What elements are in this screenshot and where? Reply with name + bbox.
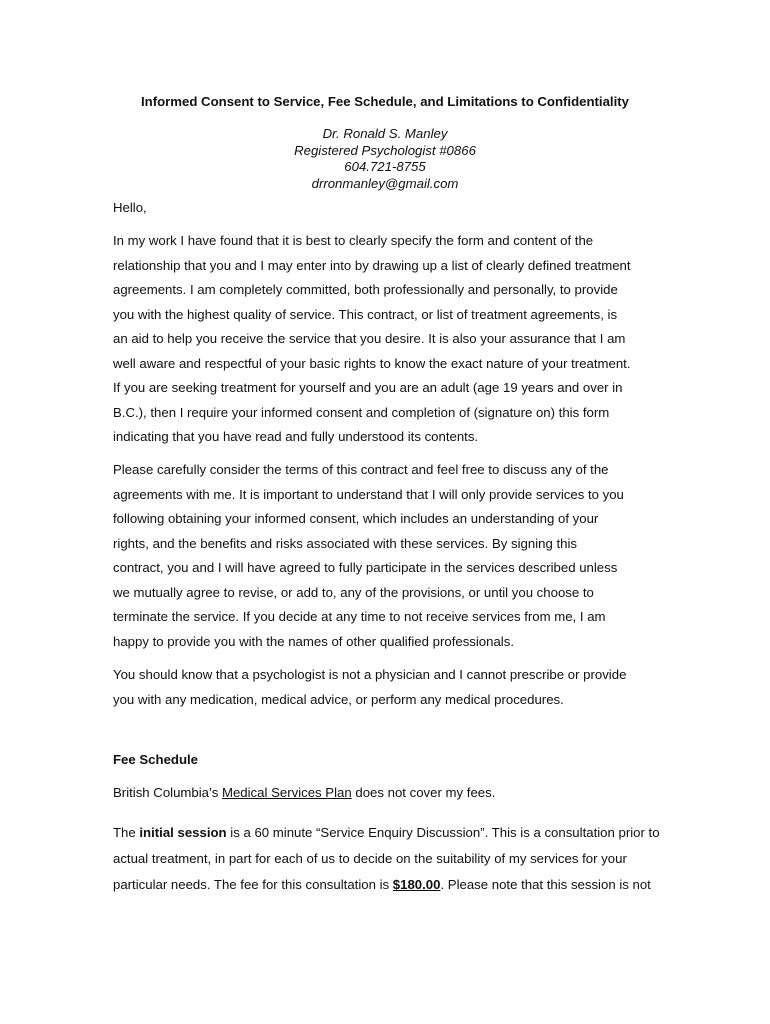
paragraph-line: agreements with me. It is important to understand that I will only provide services to you (113, 486, 624, 502)
fee-initial-session (113, 820, 713, 898)
paragraph-line (113, 820, 713, 846)
paragraph-line: terminate the service. If you decide at any time to not receive services from me, I am (113, 609, 606, 624)
fee-msp-note (113, 785, 703, 801)
initial-prefix: The (113, 825, 140, 840)
paragraph-line: an aid to help you receive the service that you desire. It is also your assurance that I am (113, 331, 626, 346)
msp-suffix: does not cover my fees. (351, 785, 496, 800)
msp-prefix: British Columbia’s (113, 785, 222, 800)
paragraph-line: B.C.), then I require your informed consent and completion of (signature on) this form (113, 404, 610, 420)
paragraph-line: we mutually agree to revise, or add to, any of the provisions, or until you choose to (113, 584, 594, 600)
paragraph-line: actual treatment, in part for each of us to decide on the suitability of my services for your (113, 851, 627, 866)
paragraph-line: you with any medication, medical advice, or perform any medical procedures. (113, 692, 564, 707)
paragraph-consent-terms (113, 458, 703, 654)
paragraph-line: indicating that you have read and fully understood its contents. (113, 429, 479, 444)
provider-email: drronmanley@gmail.com (311, 175, 459, 191)
initial-line3-prefix: particular needs. The fee for this consultation is (113, 877, 393, 892)
document-title: Informed Consent to Service, Fee Schedule, and Limitations to Confidentiality (140, 94, 629, 109)
paragraph-line: You should know that a psychologist is not a physician and I cannot prescribe or provide (113, 667, 627, 682)
fee-schedule-heading: Fee Schedule (113, 752, 199, 767)
paragraph-introduction (113, 229, 703, 450)
paragraph-line: following obtaining your informed consent, which includes an understanding of your (113, 511, 599, 526)
paragraph-line: agreements. I am completely committed, both professionally and personally, to provide (113, 282, 618, 297)
provider-phone: 604.721-8755 (344, 159, 426, 174)
provider-header (0, 126, 770, 192)
paragraph-line: In my work I have found that it is best to clearly specify the form and content of the (113, 233, 594, 248)
provider-credential: Registered Psychologist #0866 (294, 142, 476, 158)
paragraph-line: If you are seeking treatment for yourself and you are an adult (age 19 years and over in (113, 380, 623, 395)
provider-name: Dr. Ronald S. Manley (322, 126, 448, 141)
msp-link: Medical Services Plan (221, 785, 352, 800)
paragraph-line: happy to provide you with the names of other qualified professionals. (113, 633, 514, 649)
paragraph-line (113, 872, 713, 898)
paragraph-line: Please carefully consider the terms of this contract and feel free to discuss any of the (113, 462, 609, 477)
paragraph-line: rights, and the benefits and risks associated with these services. By signing this (113, 535, 577, 551)
initial-line3-suffix: . Please note that this session is not (440, 877, 651, 892)
paragraph-line: contract, you and I will have agreed to fully participate in the services described unless (113, 560, 618, 575)
initial-line1-rest: is a 60 minute “Service Enquiry Discussion”. This is a consultation prior to (226, 825, 660, 840)
paragraph-line: you with the highest quality of service. This contract, or list of treatment agreements, is (113, 306, 618, 322)
paragraph-line: relationship that you and I may enter into by drawing up a list of clearly defined treatment (113, 257, 631, 273)
paragraph-physician-note (113, 662, 703, 712)
initial-fee-amount: $180.00 (392, 877, 441, 892)
initial-session-term: initial session (139, 825, 227, 840)
greeting: Hello, (113, 200, 147, 215)
paragraph-line: well aware and respectful of your basic rights to know the exact nature of your treatment. (113, 355, 631, 371)
